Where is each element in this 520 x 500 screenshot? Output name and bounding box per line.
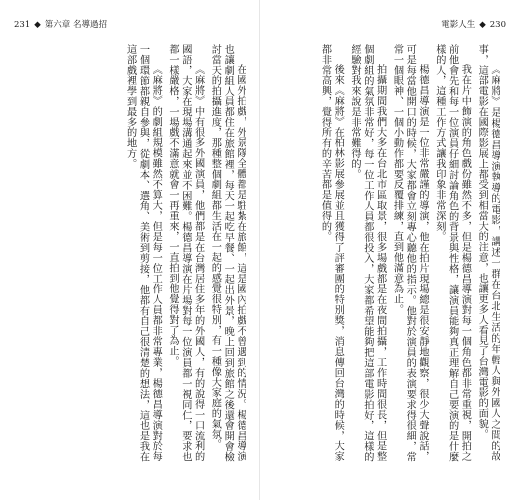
right-page bbox=[260, 0, 520, 500]
paragraph: 《麻將》是楊德昌導演執導的電影，講述一群在台北生活的年輕人與外國人之間的故事，這部電影在國際影展上都受到相當大的注意，也讓更多人看見了台灣電影的面貌。 bbox=[476, 44, 500, 462]
left-page-header bbox=[14, 18, 107, 32]
left-page-body bbox=[22, 44, 246, 462]
left-page-number: 231 bbox=[14, 20, 31, 30]
paragraph: 《麻將》的劇組規模雖然不算大，但是每一位工作人員都非常專業，楊德昌導演對於每一個環節都親自參與，從劇本、選角、美術到剪接，他都有自己很清楚的想法，這也是我在這部戲裡學到最多的地方。 bbox=[124, 44, 162, 462]
chapter-number: 第六章 bbox=[44, 20, 71, 30]
right-page-number: 230 bbox=[489, 20, 506, 30]
header-bullet: ◆ bbox=[479, 20, 486, 30]
paragraph: 在國外拍戲，外景隊全體都是駐紮在旅館，這是國內拍戲不曾遇到的情況。楊德昌導演也讓劇組人員都住在旅館裡，每天一起吃早餐、一起出外景，晚上回到旅館之後還會開會檢討當天的拍攝進度，那種整個劇組都生活在一起的感覺很特別，有一種像大家庭的氣氛。 bbox=[209, 44, 246, 462]
paragraph: 我在片中飾演的角色戲份雖然不多，但是楊德昌導演對每一個角色都非常重視，開拍之前他會先和每一位演員仔細討論角色的背景與性格，讓演員能夠真正理解自己要演的是什麼樣的人，這種工作方式讓我印象非常深刻。 bbox=[433, 44, 471, 462]
paragraph: 《麻將》中有很多外國演員，他們都是在台灣居住多年的外國人，有的說得一口流利的國語，大家在現場溝通起來並不困難。楊德昌導演在片場對每一位演員都一視同仁，要求也都一樣嚴格，一場戲不滿意就會一再重來，一直拍到他覺得對了為止。 bbox=[167, 44, 204, 462]
paragraph: 後來《麻將》在柏林影展參展並且獲得了評審團的特別獎，消息傳回台灣的時候，大家都非常高興，覺得所有的辛苦都是值得的。 bbox=[319, 44, 344, 462]
book-section-title: 電影人生 bbox=[441, 20, 476, 30]
right-page-body bbox=[272, 44, 500, 462]
paragraph: 拍攝期間我們大多在台北市區取景，很多場戲都是在夜間拍攝，工作時間很長，但是整個劇組的氣氛非常好，每一位工作人員都很投入，大家都希望能夠把這部電影拍好，這樣的經驗對我來說是非常難得的。 bbox=[349, 44, 386, 462]
paragraph: 楊德昌導演是一位非常嚴謹的導演，他在拍片現場總是很安靜地觀察，很少大聲說話，可是每當他開口的時候，大家都會立刻專心聽他的指示。他對於演員的表演要求得很細，常常一個眼神、一個小動作都要反覆排練，直到他滿意為止。 bbox=[391, 44, 429, 462]
chapter-title: 名導過招 bbox=[73, 20, 108, 30]
header-bullet: ◆ bbox=[34, 20, 41, 30]
right-page-header bbox=[441, 18, 506, 32]
